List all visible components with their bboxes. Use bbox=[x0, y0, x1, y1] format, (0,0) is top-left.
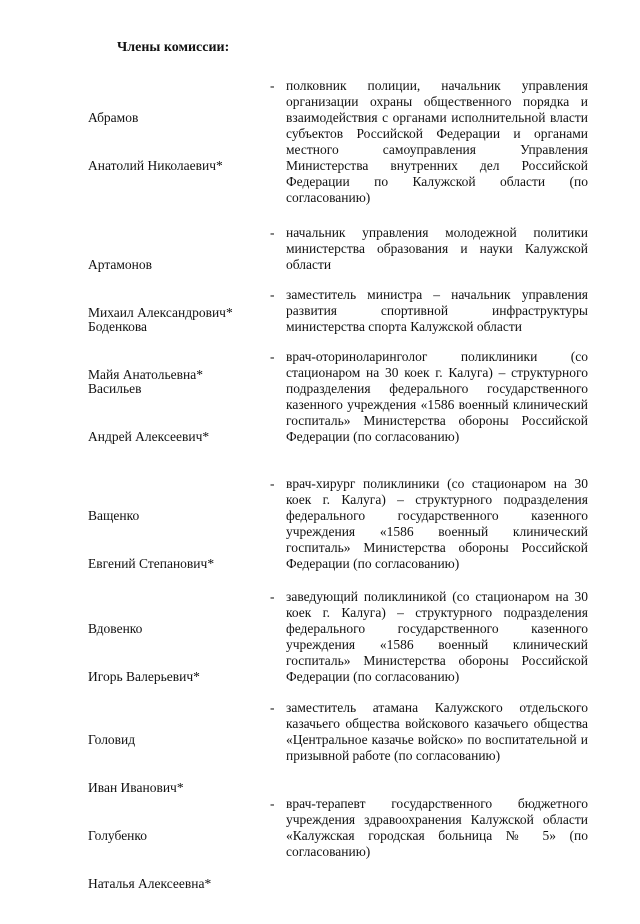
member-given-names: Иван Иванович* bbox=[88, 780, 184, 795]
member-position: заместитель атамана Калужского отдельского казачьего общества войскового казачьего общества «Центральное казачье войско» по воспитательной и призывной работе (по согласованию) bbox=[286, 700, 588, 763]
separator-dash: - bbox=[270, 796, 275, 811]
member-surname: Головид bbox=[88, 732, 136, 747]
member-given-names: Андрей Алексеевич* bbox=[88, 429, 210, 444]
member-name bbox=[88, 476, 263, 604]
member-given-names: Михаил Александрович* bbox=[88, 305, 233, 320]
member-given-names: Майя Анатольевна* bbox=[88, 367, 203, 382]
member-position: врач-оториноларинголог поликлиники (со стационаром на 30 коек г. Калуга) – структурного подразделения федерального государственного казенного учреждения «1586 военный клинический госпиталь» Министерства обороны Российской Федерации (по согласованию) bbox=[286, 349, 588, 444]
member-surname: Васильев bbox=[88, 381, 142, 396]
member-position: заместитель министра – начальник управления развития спортивной инфраструктуры министерства спорта Калужской области bbox=[286, 287, 588, 334]
separator-dash: - bbox=[270, 78, 275, 93]
member-surname: Боденкова bbox=[88, 319, 148, 334]
member-given-names: Наталья Алексеевна* bbox=[88, 876, 212, 891]
member-given-names: Евгений Степанович* bbox=[88, 556, 215, 571]
separator-dash: - bbox=[270, 349, 275, 364]
member-name bbox=[88, 589, 263, 717]
member-surname: Вдовенко bbox=[88, 621, 143, 636]
member-name bbox=[88, 78, 263, 206]
member-surname: Абрамов bbox=[88, 110, 139, 125]
member-surname: Артамонов bbox=[88, 257, 153, 272]
member-position: полковник полиции, начальник управления организации охраны общественного порядка и взаимодействия с органами исполнительной власти субъектов Российской Федерации и органами местного самоуправления Управления Министерства внутренних дел Российской Федерации по Калужской области (по согласованию) bbox=[286, 78, 588, 205]
separator-dash: - bbox=[270, 589, 275, 604]
member-surname: Ващенко bbox=[88, 508, 140, 523]
section-heading: Члены комиссии: bbox=[117, 40, 230, 55]
member-position: заведующий поликлиникой (со стационаром на 30 коек г. Калуга) – структурного подразделения федерального государственного казенного учреждения «1586 военный клинический госпиталь» Министерства обороны Российской Федерации (по согласованию) bbox=[286, 589, 588, 684]
member-position: начальник управления молодежной политики министерства образования и науки Калужской области bbox=[286, 225, 588, 272]
member-given-names: Игорь Валерьевич* bbox=[88, 669, 200, 684]
member-surname: Голубенко bbox=[88, 828, 148, 843]
member-position: врач-хирург поликлиники (со стационаром на 30 коек г. Калуга) – структурного подразделения федерального государственного казенного учреждения «1586 военный клинический госпиталь» Министерства обороны Российской Федерации (по согласованию) bbox=[286, 476, 588, 571]
separator-dash: - bbox=[270, 287, 275, 302]
separator-dash: - bbox=[270, 225, 275, 240]
member-position: врач-терапевт государственного бюджетного учреждения здравоохранения Калужской области «Калужская городская больница № 5» (по согласованию) bbox=[286, 796, 588, 859]
member-name bbox=[88, 349, 263, 477]
separator-dash: - bbox=[270, 700, 275, 715]
separator-dash: - bbox=[270, 476, 275, 491]
member-given-names: Анатолий Николаевич* bbox=[88, 158, 223, 173]
